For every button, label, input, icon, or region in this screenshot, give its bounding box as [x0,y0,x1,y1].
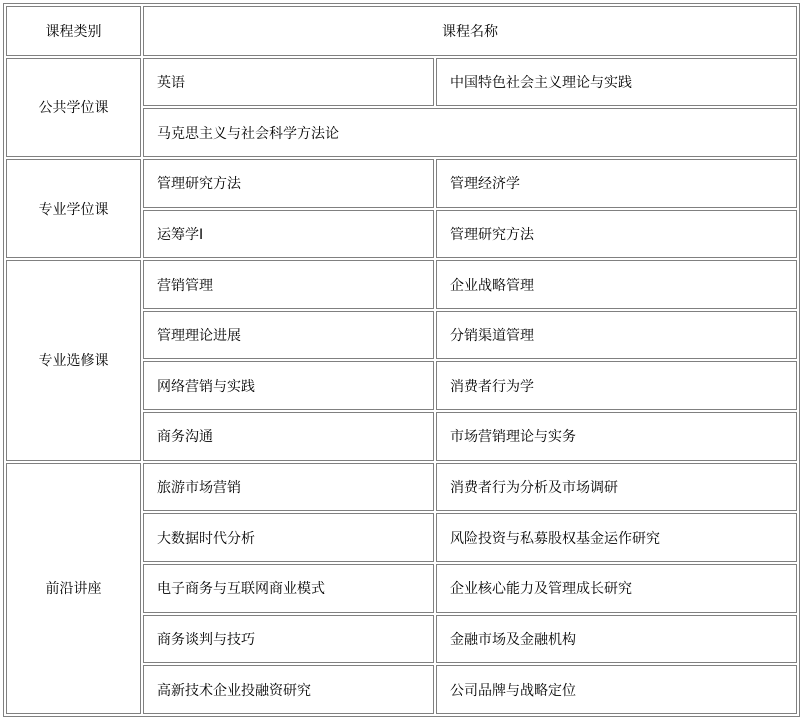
course-cell: 商务谈判与技巧 [143,615,434,664]
course-cell: 企业核心能力及管理成长研究 [436,564,797,613]
course-cell: 消费者行为学 [436,361,797,410]
header-row [6,6,797,56]
course-cell: 运筹学I [143,210,434,259]
course-cell: 商务沟通 [143,412,434,461]
course-cell: 公司品牌与战略定位 [436,665,797,714]
table-row [6,159,797,208]
course-cell: 高新技术企业投融资研究 [143,665,434,714]
course-cell: 管理经济学 [436,159,797,208]
course-cell: 旅游市场营销 [143,463,434,512]
category-cell: 公共学位课 [6,58,141,157]
course-cell: 企业战略管理 [436,260,797,309]
header-course-name: 课程名称 [143,6,797,56]
course-cell: 市场营销理论与实务 [436,412,797,461]
course-cell: 金融市场及金融机构 [436,615,797,664]
course-cell: 风险投资与私募股权基金运作研究 [436,513,797,562]
category-cell: 专业选修课 [6,260,141,461]
course-cell: 网络营销与实践 [143,361,434,410]
course-cell: 管理研究方法 [143,159,434,208]
header-category: 课程类别 [6,6,141,56]
course-cell: 英语 [143,58,434,107]
course-cell: 管理研究方法 [436,210,797,259]
course-cell: 中国特色社会主义理论与实践 [436,58,797,107]
category-cell: 前沿讲座 [6,463,141,714]
course-table [3,3,800,717]
course-cell: 大数据时代分析 [143,513,434,562]
table-row [6,58,797,107]
course-cell: 营销管理 [143,260,434,309]
course-cell: 分销渠道管理 [436,311,797,360]
table-row [6,463,797,512]
course-cell: 电子商务与互联网商业模式 [143,564,434,613]
course-cell: 马克思主义与社会科学方法论 [143,108,797,157]
course-cell: 管理理论进展 [143,311,434,360]
course-cell: 消费者行为分析及市场调研 [436,463,797,512]
category-cell: 专业学位课 [6,159,141,258]
table-row [6,260,797,309]
